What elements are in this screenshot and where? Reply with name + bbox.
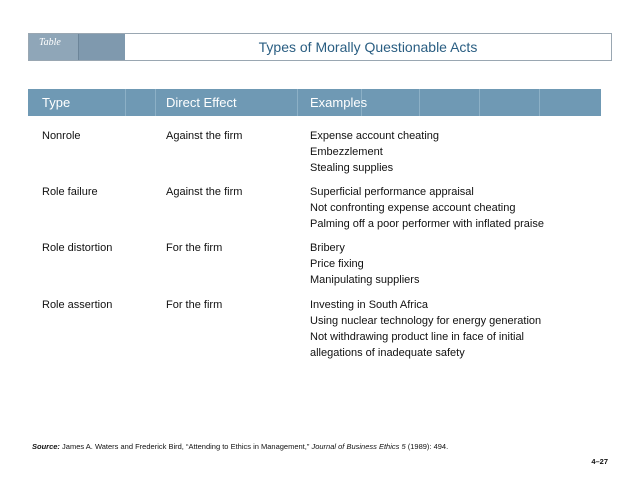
example-line: allegations of inadequate safety xyxy=(310,347,465,359)
title-bar xyxy=(28,33,612,61)
example-line: Not confronting expense account cheating xyxy=(310,202,516,214)
example-line: Using nuclear technology for energy generation xyxy=(310,315,542,327)
row-examples xyxy=(310,297,541,361)
row-direct-effect: Against the firm xyxy=(166,130,243,142)
header-type: Type xyxy=(42,95,71,110)
header-band-segment xyxy=(362,89,420,116)
header-direct-effect: Direct Effect xyxy=(166,95,237,110)
header-band-segment xyxy=(420,89,480,116)
page-number: 4–27 xyxy=(591,457,608,466)
header-band-segment xyxy=(540,89,601,116)
row-direct-effect: For the firm xyxy=(166,299,223,311)
source-tail: (1989): 494. xyxy=(405,442,449,451)
title-tab-label: Table xyxy=(39,37,61,48)
source-text: James A. Waters and Frederick Bird, “Attending to Ethics in Management,” xyxy=(59,442,312,451)
source-citation xyxy=(32,442,448,451)
page-title: Types of Morally Questionable Acts xyxy=(258,39,478,55)
header-examples: Examples xyxy=(310,95,368,110)
example-line: Stealing supplies xyxy=(310,162,394,174)
example-line: Price fixing xyxy=(310,258,364,270)
row-direct-effect: For the firm xyxy=(166,242,223,254)
example-line: Palming off a poor performer with inflated praise xyxy=(310,218,544,230)
row-type: Role distortion xyxy=(42,242,113,254)
source-label: Source: xyxy=(32,442,60,451)
example-line: Not withdrawing product line in face of initial xyxy=(310,331,525,343)
example-line: Embezzlement xyxy=(310,146,383,158)
row-direct-effect: Against the firm xyxy=(166,186,243,198)
example-line: Bribery xyxy=(310,242,345,254)
title-tab xyxy=(29,34,125,60)
row-examples xyxy=(310,240,419,288)
example-line: Expense account cheating xyxy=(310,130,440,142)
example-line: Superficial performance appraisal xyxy=(310,186,474,198)
header-band-segment xyxy=(126,89,156,116)
row-type: Nonrole xyxy=(42,130,81,142)
row-examples xyxy=(310,184,544,232)
row-type: Role failure xyxy=(42,186,98,198)
source-journal: Journal of Business Ethics 5 xyxy=(311,442,406,451)
example-line: Investing in South Africa xyxy=(310,299,429,311)
row-type: Role assertion xyxy=(42,299,113,311)
row-examples xyxy=(310,128,439,176)
header-band-segment xyxy=(480,89,540,116)
example-line: Manipulating suppliers xyxy=(310,274,420,286)
